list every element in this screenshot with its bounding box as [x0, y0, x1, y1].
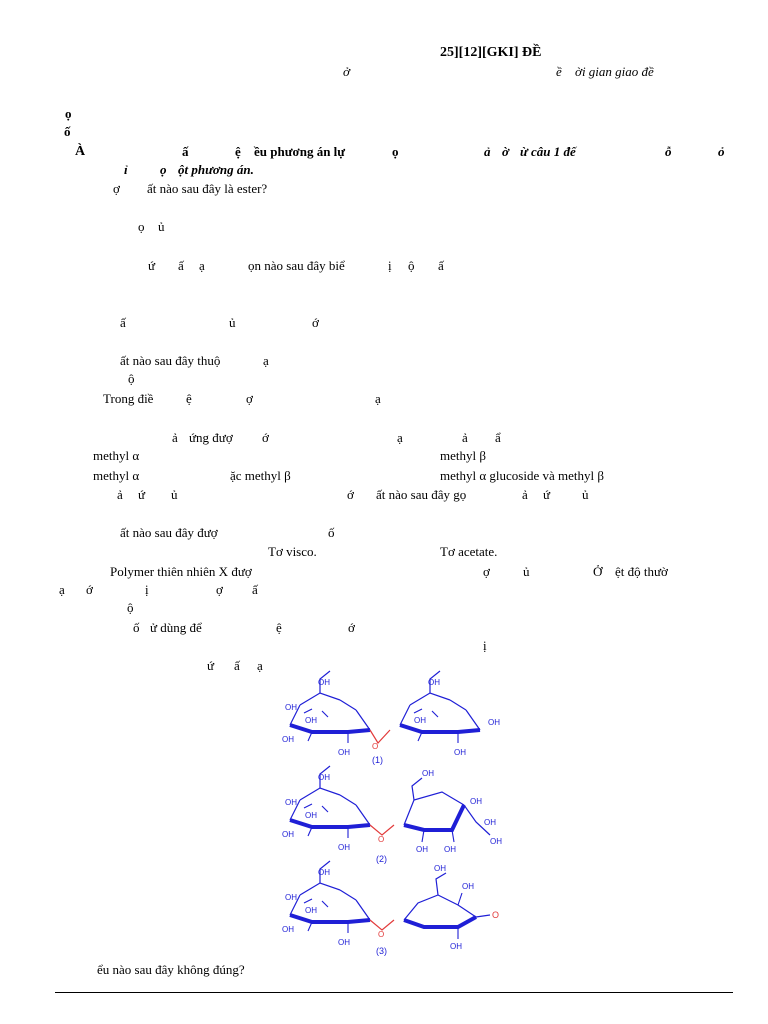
q5-a: ả [117, 487, 123, 502]
header-sub-right-2: ời gian giao đề [575, 64, 654, 79]
q2-option-c: ớ [312, 315, 319, 330]
q2-option-b: ủ [229, 315, 236, 330]
q7-c: ủ [523, 564, 530, 579]
footer-divider [55, 992, 733, 993]
q4-cont-b: ứng đượ [189, 430, 233, 445]
structure-1 [282, 671, 390, 757]
q5-d: ớ [347, 487, 354, 502]
q7-cont-e: ấ [252, 582, 258, 597]
q4-option-b: methyl β [440, 448, 486, 463]
q5-h: ủ [582, 487, 589, 502]
q7-d: Ở [593, 564, 603, 579]
instruction-d: ều phương án lự [254, 144, 346, 159]
oh-label: OH [338, 748, 350, 757]
q7-option-b2: ử dùng để [150, 620, 202, 635]
q5-c: ủ [171, 487, 178, 502]
oh-label: OH [282, 735, 294, 744]
q2-g: ấ [438, 258, 444, 273]
oh-label: OH [318, 678, 330, 687]
oh-label: OH [470, 797, 482, 806]
oh-label: OH [318, 773, 330, 782]
q7-option-b: ố [133, 620, 140, 635]
o-label: O [378, 835, 385, 844]
q4-cont-e: ả [462, 430, 468, 445]
header-sub-left: ở [343, 64, 350, 79]
q4-option-c: methyl α [93, 468, 140, 483]
q7-cont-b: ớ [86, 582, 93, 597]
q7-cont-d: ợ [216, 582, 223, 597]
q7-option-a: ộ [127, 600, 134, 615]
q3-text: ất nào sau đây thuộ [120, 353, 221, 368]
q7-e: ệt độ thườ [615, 564, 668, 579]
q4-d: ạ [375, 391, 381, 406]
oh-label: OH [484, 818, 496, 827]
q6-b: ố [328, 525, 335, 540]
q6-option-visco: Tơ visco. [268, 544, 317, 559]
q7-option-b4: ớ [348, 620, 355, 635]
structure-label-1: (1) [372, 755, 383, 765]
q6-text: ất nào sau đây đượ [120, 525, 218, 540]
instruction-a: À [75, 144, 86, 159]
q8-b: ấ [234, 658, 240, 673]
q4-b: ệ [186, 391, 192, 406]
instruction-c: ệ [235, 144, 241, 159]
structure-3 [282, 861, 394, 947]
structure-3-open-chain [404, 864, 499, 951]
instruction-h: ừ câu 1 đế [520, 144, 576, 159]
q7-text: Polymer thiên nhiên X đượ [110, 564, 252, 579]
q2-f: ộ [408, 258, 415, 273]
q5-text: ất nào sau đây gọ [376, 487, 467, 502]
instruction2-b: ọ [160, 162, 167, 177]
oh-label: OH [428, 678, 440, 687]
oh-label: OH [338, 938, 350, 947]
q5-b: ứ [138, 487, 146, 502]
header-sub-right-1: ề [556, 64, 562, 79]
q7-cont-c: ị [145, 582, 149, 597]
oh-label: OH [318, 868, 330, 877]
q7-option-b3: ệ [276, 620, 282, 635]
q1-option-a: ọ [138, 219, 145, 234]
q1-option-b: ủ [158, 219, 165, 234]
q8-c: ạ [257, 658, 263, 673]
section-line-1: ọ [65, 106, 72, 121]
oh-label: OH [454, 748, 466, 757]
q1-a: ợ [113, 181, 120, 196]
q2-b: ấ [178, 258, 184, 273]
o-label: O [378, 930, 385, 939]
q5-g: ứ [543, 487, 551, 502]
structure-1-right [400, 671, 500, 757]
q4-cont-f: ẩ [495, 430, 501, 445]
q4-option-c2: ặc methyl β [230, 468, 291, 483]
oh-label: OH [416, 845, 428, 854]
q1-text: ất nào sau đây là ester? [147, 181, 268, 196]
oh-label: OH [282, 925, 294, 934]
oh-label: OH [285, 798, 297, 807]
oh-label: OH [414, 716, 426, 725]
oh-label: OH [305, 906, 317, 915]
instruction-i: ỗ [665, 144, 672, 159]
q2-c: ạ [199, 258, 205, 273]
q4-option-a: methyl α [93, 448, 140, 463]
q3-c: ộ [128, 371, 135, 386]
q2-option-a: ấ [120, 315, 126, 330]
instruction-f: ả [484, 144, 491, 159]
section-line-2: ố [64, 124, 71, 139]
q2-text: ọn nào sau đây biể [248, 258, 345, 273]
instruction2-c: ột phương án. [178, 162, 254, 177]
instruction-e: ọ [392, 144, 399, 159]
q4-option-d: methyl α glucoside và methyl β [440, 468, 604, 483]
q7-option-d: ị [483, 638, 487, 653]
q4-cont-c: ớ [262, 430, 269, 445]
document-title: 25][12][GKI] ĐỀ [440, 45, 542, 60]
q6-option-acetate: Tơ acetate. [440, 544, 498, 559]
q4-c: ợ [246, 391, 253, 406]
oh-label: OH [305, 811, 317, 820]
o-label: O [372, 742, 379, 751]
oh-label: OH [490, 837, 502, 846]
instruction2-a: ỉ [124, 162, 128, 177]
structure-2-fructose [404, 769, 502, 854]
q7-cont-a: ạ [59, 582, 65, 597]
oh-label: OH [444, 845, 456, 854]
q8-a: ứ [207, 658, 215, 673]
q4-cont-d: ạ [397, 430, 403, 445]
q4-text: Trong điề [103, 391, 154, 406]
structure-2 [282, 766, 394, 852]
q4-cont-a: ả [172, 430, 178, 445]
oh-label: OH [338, 843, 350, 852]
oh-label: OH [488, 718, 500, 727]
instruction-b: ấ [182, 144, 189, 159]
instruction-g: ờ [502, 144, 509, 159]
q3-b: ạ [263, 353, 269, 368]
oh-label: OH [434, 864, 446, 873]
q7-b: ợ [483, 564, 490, 579]
structure-label-2: (2) [376, 854, 387, 864]
oh-label: OH [450, 942, 462, 951]
oh-label: OH [282, 830, 294, 839]
q5-f: ả [522, 487, 528, 502]
q2-e: ị [388, 258, 392, 273]
instruction-j: ỏ [718, 144, 725, 159]
q9-text: ểu nào sau đây không đúng? [97, 962, 245, 977]
o-label: O [492, 910, 500, 920]
oh-label: OH [305, 716, 317, 725]
oh-label: OH [285, 703, 297, 712]
oh-label: OH [422, 769, 434, 778]
oh-label: OH [285, 893, 297, 902]
oh-label: OH [462, 882, 474, 891]
q2-a: ứ [148, 258, 156, 273]
structure-label-3: (3) [376, 946, 387, 956]
